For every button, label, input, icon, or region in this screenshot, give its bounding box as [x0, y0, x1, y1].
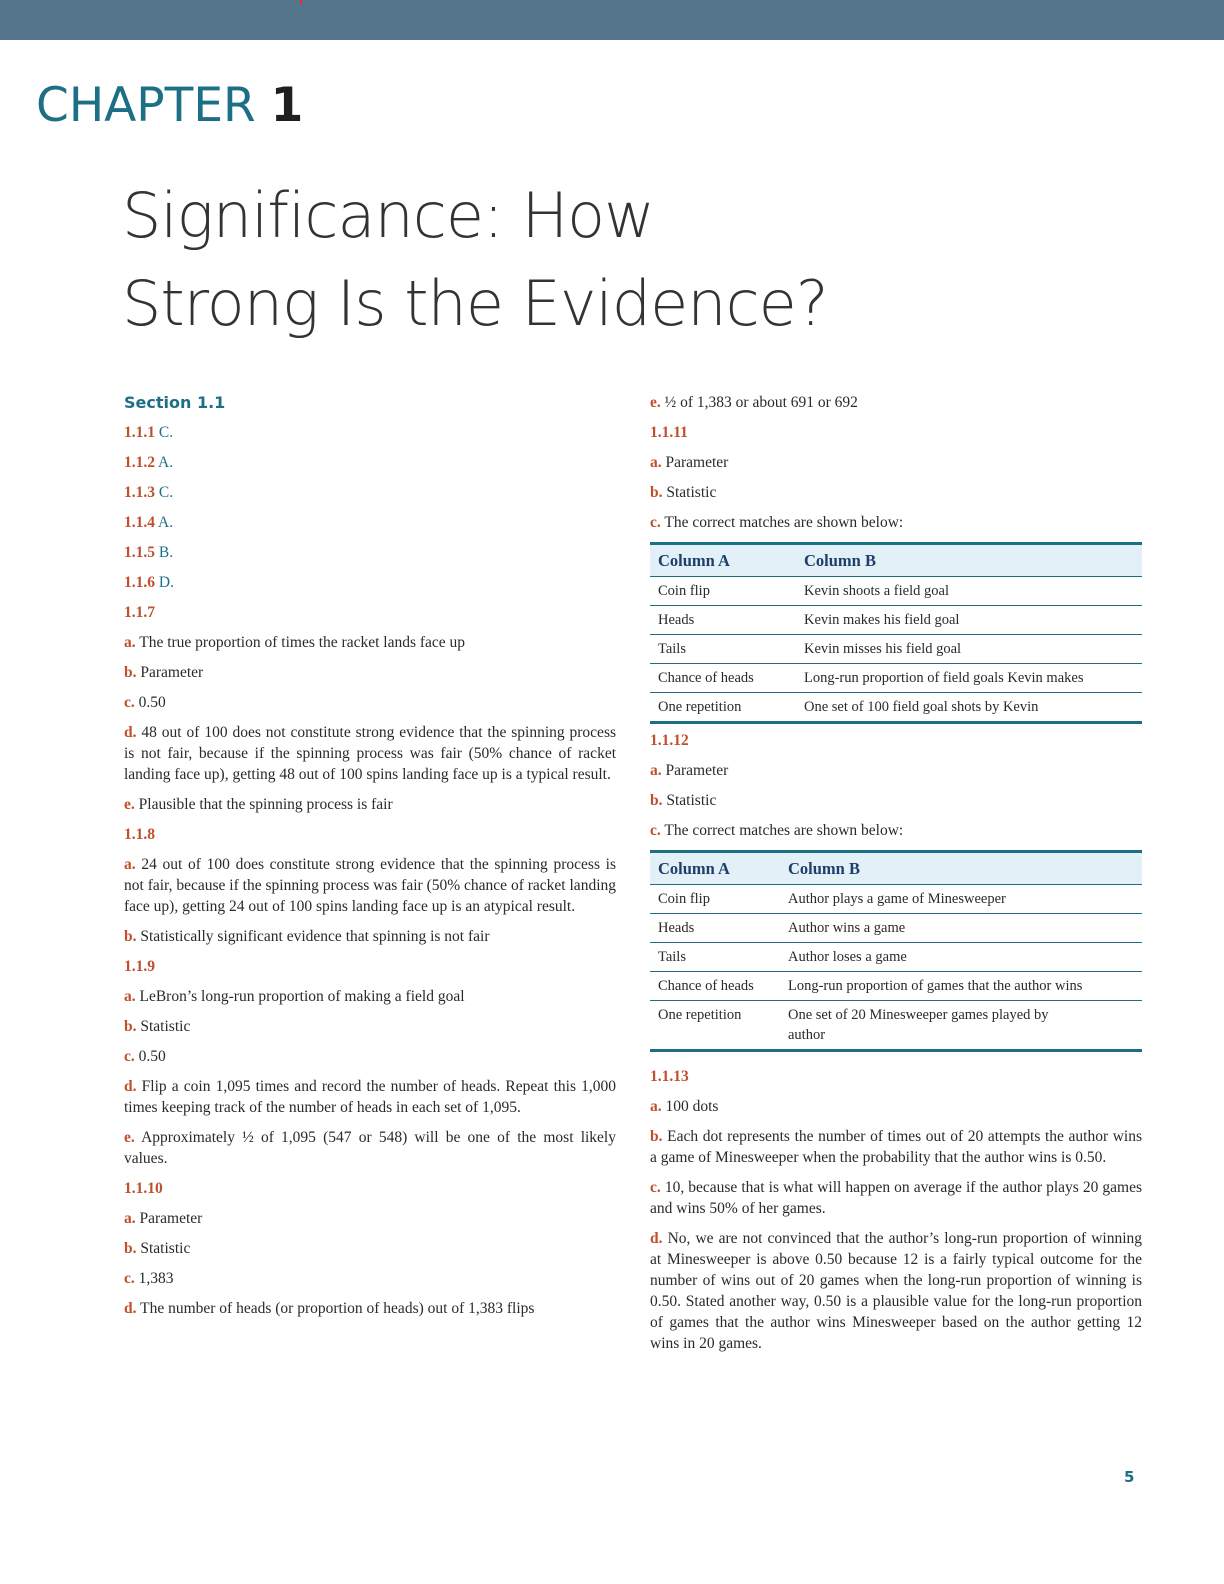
- answer-text: Each dot represents the number of times out of 20 attempts the author wins a game of Minesweeper when the probability that the author wins is 0.50.: [650, 1128, 1143, 1166]
- answer-choice: A.: [158, 514, 174, 531]
- answer-choice: C.: [158, 424, 174, 441]
- table-cell: Chance of heads: [650, 972, 780, 1001]
- answer-text: Statistically significant evidence that spinning is not fair: [140, 928, 490, 945]
- answer-part: [124, 926, 616, 947]
- answer-choice: C.: [158, 484, 174, 501]
- table-cell: One repetition: [650, 693, 796, 723]
- answer-part: [124, 1298, 616, 1319]
- answer-text: Parameter: [139, 1210, 203, 1227]
- answer-part: [650, 790, 1142, 811]
- answer-text: The true proportion of times the racket lands face up: [139, 634, 466, 651]
- answer-part: [124, 722, 616, 785]
- answer-text: 100 dots: [665, 1098, 719, 1115]
- part-letter: c.: [650, 822, 661, 839]
- table-header-row: [650, 852, 1142, 885]
- answer-text: Plausible that the spinning process is fair: [138, 796, 393, 813]
- question-heading: 1.1.11: [650, 424, 688, 441]
- answer-text: Parameter: [665, 454, 729, 471]
- answer-part: [124, 794, 616, 815]
- answer-text: 1,383: [138, 1270, 174, 1287]
- answer-part: [124, 692, 616, 713]
- table-cell: Heads: [650, 914, 780, 943]
- banner-mark: [300, 0, 302, 4]
- question-heading: 1.1.12: [650, 732, 689, 749]
- answer-part: [124, 1127, 616, 1169]
- answer-text: Flip a coin 1,095 times and record the number of heads. Repeat this 1,000 times keeping track of the number of heads in each set of 1,095.: [124, 1078, 616, 1116]
- table-cell: Kevin makes his field goal: [796, 606, 1142, 635]
- table-cell: Tails: [650, 635, 796, 664]
- part-letter: b.: [124, 664, 137, 681]
- question-id: 1.1.1: [124, 424, 155, 441]
- answer-text: LeBron’s long-run proportion of making a field goal: [139, 988, 465, 1005]
- column-header: Column A: [658, 551, 730, 570]
- part-letter: d.: [650, 1230, 663, 1247]
- answer-text: 0.50: [138, 694, 166, 711]
- table-cell: Author plays a game of Minesweeper: [780, 885, 1142, 914]
- answer-part: [124, 1268, 616, 1289]
- table-cell: Author loses a game: [780, 943, 1142, 972]
- mc-answer: [124, 422, 616, 443]
- answer-part: [124, 1238, 616, 1259]
- answer-part: [650, 482, 1142, 503]
- table-cell: One repetition: [650, 1001, 780, 1051]
- left-column: [124, 392, 616, 1328]
- column-header: Column B: [804, 551, 876, 570]
- part-letter: b.: [650, 792, 663, 809]
- table-row: [650, 885, 1142, 914]
- part-letter: a.: [650, 454, 662, 471]
- table-row: [650, 972, 1142, 1001]
- part-letter: d.: [124, 1300, 137, 1317]
- part-letter: c.: [650, 1179, 661, 1196]
- question-id: 1.1.4: [124, 514, 155, 531]
- answer-part: [650, 820, 1142, 841]
- question-id: 1.1.2: [124, 454, 155, 471]
- table-cell: Coin flip: [650, 885, 780, 914]
- answer-part: [650, 1177, 1142, 1219]
- answer-part: [124, 1046, 616, 1067]
- table-cell: Heads: [650, 606, 796, 635]
- part-letter: a.: [124, 1210, 136, 1227]
- section-heading: Section 1.1: [124, 393, 226, 412]
- part-letter: c.: [124, 694, 135, 711]
- chapter-title-line-1: Significance: How: [122, 179, 654, 252]
- mc-answer: [124, 452, 616, 473]
- part-letter: b.: [124, 1018, 137, 1035]
- table-cell: Long-run proportion of field goals Kevin makes: [796, 664, 1142, 693]
- table-header-row: [650, 544, 1142, 577]
- answer-part: [124, 1208, 616, 1229]
- chapter-number: 1: [270, 78, 304, 133]
- answer-part: [650, 452, 1142, 473]
- part-letter: b.: [650, 1128, 663, 1145]
- answer-text: No, we are not convinced that the author’s long-run proportion of winning at Minesweeper is above 0.50 because 12 is a fairly typical outcome for the number of wins out of 20 games when the long-run proportion of winning is 0.50. Stated another way, 0.50 is a plausible value for the long-run proportion of games that the author wins Minesweeper based on the author getting 12 wins in 20 games.: [650, 1230, 1143, 1352]
- answer-text: 10, because that is what will happen on average if the author plays 20 games and wins 50% of her games.: [650, 1179, 1143, 1217]
- question-heading: 1.1.7: [124, 604, 155, 621]
- part-letter: b.: [650, 484, 663, 501]
- answer-choice: D.: [158, 574, 174, 591]
- table-cell: Kevin misses his field goal: [796, 635, 1142, 664]
- table-row: [650, 606, 1142, 635]
- table-cell: Coin flip: [650, 577, 796, 606]
- answer-part: [650, 512, 1142, 533]
- column-header: Column B: [788, 859, 860, 878]
- table-row: [650, 914, 1142, 943]
- table-row: [650, 664, 1142, 693]
- right-column: [650, 392, 1142, 1363]
- mc-answer: [124, 482, 616, 503]
- part-letter: e.: [124, 1129, 135, 1146]
- answer-part: [650, 1096, 1142, 1117]
- part-letter: d.: [124, 1078, 137, 1095]
- table-cell: One set of 100 field goal shots by Kevin: [796, 693, 1142, 723]
- chapter-label: [36, 78, 303, 133]
- table-row: [650, 577, 1142, 606]
- answer-part: [124, 1076, 616, 1118]
- table-row: [650, 635, 1142, 664]
- answer-text: ½ of 1,383 or about 691 or 692: [664, 394, 858, 411]
- answer-part: [650, 1228, 1142, 1354]
- table-cell: Chance of heads: [650, 664, 796, 693]
- part-letter: b.: [124, 1240, 137, 1257]
- answer-part: [650, 1126, 1142, 1168]
- answer-text: Approximately ½ of 1,095 (547 or 548) will be one of the most likely values.: [124, 1129, 616, 1167]
- question-id: 1.1.3: [124, 484, 155, 501]
- part-letter: e.: [124, 796, 135, 813]
- table-cell: One set of 20 Minesweeper games played by author: [780, 1001, 1142, 1051]
- answer-text: Statistic: [666, 484, 717, 501]
- answer-part: [124, 1016, 616, 1037]
- answer-text: 24 out of 100 does constitute strong evidence that the spinning process is not fair, because if the spinning process was fair (50% chance of racket landing face up), getting 24 out of 100 spins landing face up is an atypical result.: [124, 856, 617, 915]
- answer-text: Parameter: [140, 664, 204, 681]
- answer-text: The correct matches are shown below:: [664, 822, 904, 839]
- part-letter: a.: [124, 856, 136, 873]
- answer-part: [650, 760, 1142, 781]
- question-id: 1.1.6: [124, 574, 155, 591]
- answer-part: [650, 392, 1142, 413]
- part-letter: d.: [124, 724, 137, 741]
- question-heading: 1.1.8: [124, 826, 155, 843]
- answer-text: The number of heads (or proportion of heads) out of 1,383 flips: [140, 1300, 535, 1317]
- mc-answer: [124, 512, 616, 533]
- answer-choice: B.: [158, 544, 174, 561]
- question-heading: 1.1.9: [124, 958, 155, 975]
- answer-text: The correct matches are shown below:: [664, 514, 904, 531]
- answer-text: 0.50: [138, 1048, 166, 1065]
- part-letter: c.: [124, 1048, 135, 1065]
- chapter-word: CHAPTER: [36, 78, 256, 133]
- part-letter: a.: [124, 634, 136, 651]
- mc-answer: [124, 542, 616, 563]
- table-row: [650, 693, 1142, 723]
- chapter-title: [122, 172, 1022, 348]
- column-header: Column A: [658, 859, 730, 878]
- question-heading: 1.1.13: [650, 1068, 689, 1085]
- answer-text: Statistic: [140, 1240, 191, 1257]
- answer-text: Statistic: [666, 792, 717, 809]
- question-heading: 1.1.10: [124, 1180, 163, 1197]
- table-cell: Kevin shoots a field goal: [796, 577, 1142, 606]
- part-letter: a.: [650, 762, 662, 779]
- page-number: 5: [1124, 1468, 1135, 1486]
- answer-part: [124, 662, 616, 683]
- chapter-title-line-2: Strong Is the Evidence?: [122, 267, 828, 340]
- answer-text: Parameter: [665, 762, 729, 779]
- table-cell: Author wins a game: [780, 914, 1142, 943]
- match-table-1112: [650, 850, 1142, 1052]
- table-cell: Long-run proportion of games that the author wins: [780, 972, 1142, 1001]
- match-table-1111: [650, 542, 1142, 724]
- part-letter: e.: [650, 394, 661, 411]
- answer-choice: A.: [158, 454, 174, 471]
- top-banner: [0, 0, 1224, 40]
- answer-part: [124, 632, 616, 653]
- answer-part: [124, 854, 616, 917]
- answer-part: [124, 986, 616, 1007]
- table-row: [650, 943, 1142, 972]
- mc-answer: [124, 572, 616, 593]
- part-letter: a.: [650, 1098, 662, 1115]
- question-id: 1.1.5: [124, 544, 155, 561]
- table-cell: Tails: [650, 943, 780, 972]
- answer-text: 48 out of 100 does not constitute strong evidence that the spinning process is not fair, because if the spinning process was fair (50% chance of racket landing face up), getting 48 out of 100 spins landing face up is a typical result.: [124, 724, 617, 783]
- part-letter: c.: [650, 514, 661, 531]
- part-letter: a.: [124, 988, 136, 1005]
- answer-text: Statistic: [140, 1018, 191, 1035]
- part-letter: b.: [124, 928, 137, 945]
- part-letter: c.: [124, 1270, 135, 1287]
- table-row: [650, 1001, 1142, 1051]
